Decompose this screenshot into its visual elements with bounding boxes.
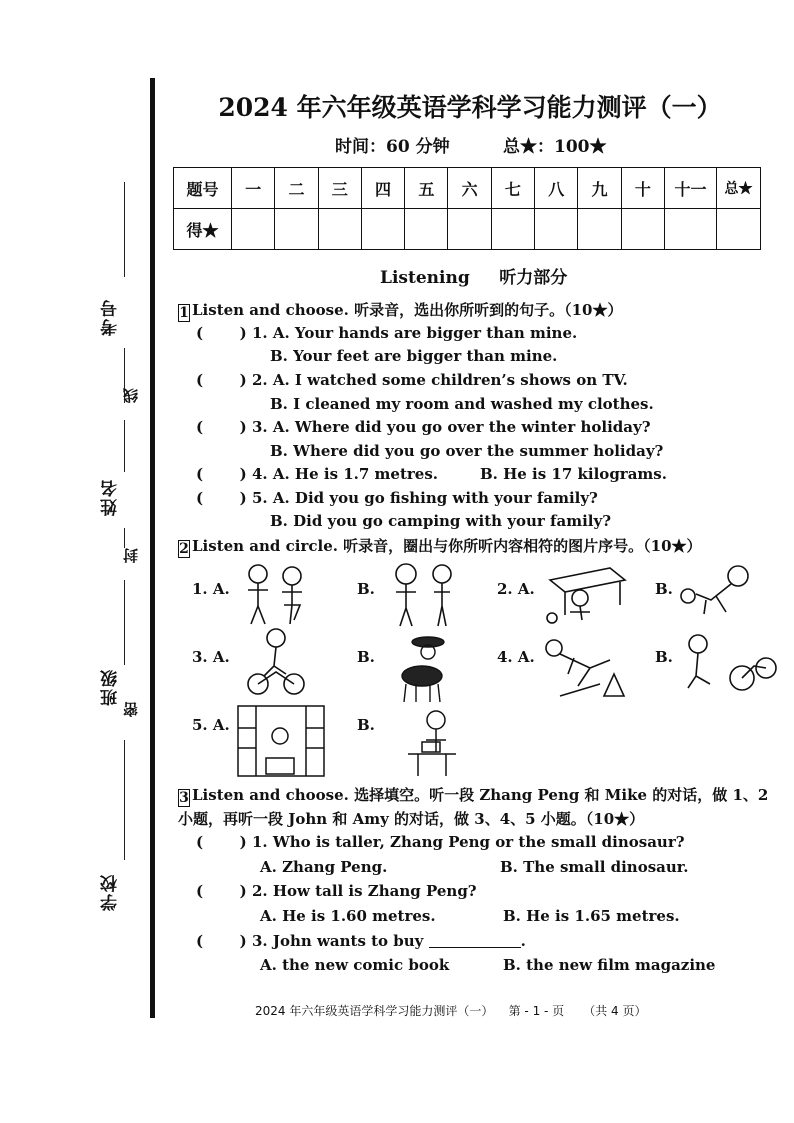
part2-option-label: 1. A. — [192, 580, 230, 598]
score-table-cell: 总★ — [717, 168, 761, 209]
score-input-cell[interactable] — [491, 209, 534, 250]
picture-boy-and-girl — [386, 560, 466, 630]
picture-boy-kicking-ball — [676, 560, 766, 620]
part1-heading-text: Listen and choose. 听录音，选出你所听到的句子。（10★） — [192, 301, 623, 319]
score-table — [173, 167, 761, 250]
part1-line: ( ) 4. A. He is 1.7 metres. — [196, 465, 439, 483]
score-input-cell[interactable] — [232, 209, 275, 250]
part2-option-label: 3. A. — [192, 648, 230, 666]
side-label-school: 学校 — [101, 873, 121, 911]
score-table-row-label: 得★ — [174, 209, 232, 250]
side-label-name: 姓名 — [101, 478, 121, 516]
part2-option-label: B. — [357, 648, 375, 666]
score-table-cell: 三 — [318, 168, 361, 209]
part1-line: B. He is 17 kilograms. — [480, 465, 667, 483]
side-label-seal: 封 — [122, 546, 140, 563]
side-line — [124, 420, 125, 472]
score-table-score-row — [174, 209, 761, 250]
score-table-cell: 题号 — [174, 168, 232, 209]
exam-time: 时间：60 分钟 — [335, 137, 450, 157]
score-table-cell: 四 — [361, 168, 404, 209]
part1-line: ( ) 1. A. Your hands are bigger than mine. — [196, 324, 578, 342]
part1-line: B. Did you go camping with your family? — [270, 512, 611, 530]
picture-cowboy-on-horse — [390, 632, 460, 704]
question-number-box: 1 — [179, 305, 189, 321]
part3-line: B. He is 1.65 metres. — [503, 907, 680, 925]
part3-line: B. the new film magazine — [503, 956, 716, 974]
score-table-cell: 六 — [448, 168, 491, 209]
score-table-cell: 十一 — [665, 168, 717, 209]
score-table-cell: 十 — [621, 168, 664, 209]
picture-boy-falling — [540, 634, 636, 700]
picture-library-shelves — [236, 702, 326, 778]
part2-option-label: 5. A. — [192, 716, 230, 734]
score-table-header-row — [174, 168, 761, 209]
score-table-cell: 七 — [491, 168, 534, 209]
side-line — [124, 580, 125, 665]
side-line — [124, 740, 125, 860]
side-label-secret: 密 — [122, 700, 140, 717]
part2-option-label: B. — [655, 648, 673, 666]
score-input-cell[interactable] — [621, 209, 664, 250]
picture-boy-with-table — [540, 560, 630, 626]
part1-line: ( ) 3. A. Where did you go over the winter holiday? — [196, 418, 651, 436]
part3-heading-line2: 小题，再听一段 John 和 Amy 的对话，做 3、4、5 小题。（10★） — [178, 810, 645, 828]
score-table-cell: 九 — [578, 168, 621, 209]
part3-line — [196, 932, 526, 950]
score-input-cell[interactable] — [665, 209, 717, 250]
score-table-cell: 八 — [535, 168, 578, 209]
part3-line: ( ) 2. How tall is Zhang Peng? — [196, 882, 477, 900]
part3-line: B. The small dinosaur. — [500, 858, 689, 876]
part1-line: ( ) 2. A. I watched some children’s shows on TV. — [196, 371, 628, 389]
score-input-cell[interactable] — [275, 209, 318, 250]
side-label-exam-number: 考号 — [101, 298, 121, 336]
part1-line: ( ) 5. A. Did you go fishing with your family? — [196, 489, 598, 507]
side-label-class: 班级 — [101, 668, 121, 706]
part2-option-label: B. — [357, 716, 375, 734]
exam-total-score: 总★：100★ — [503, 137, 607, 157]
part1-line: B. Where did you go over the summer holiday? — [270, 442, 664, 460]
part3-line: ( ) 1. Who is taller, Zhang Peng or the small dinosaur? — [196, 833, 685, 851]
part1-heading — [178, 299, 622, 322]
picture-two-kids-comparing — [236, 560, 316, 630]
side-line — [124, 528, 125, 548]
score-input-cell[interactable] — [535, 209, 578, 250]
part2-heading — [178, 535, 702, 558]
part3-line: A. Zhang Peng. — [260, 858, 388, 876]
part2-option-label: B. — [655, 580, 673, 598]
side-label-line: 线 — [122, 386, 140, 403]
score-input-cell[interactable] — [448, 209, 491, 250]
picture-girl-reading-at-table — [400, 706, 464, 778]
score-input-cell[interactable] — [405, 209, 448, 250]
part2-option-label: B. — [357, 580, 375, 598]
part1-line: B. Your feet are bigger than mine. — [270, 347, 558, 365]
picture-girl-riding-bike — [246, 626, 306, 698]
page-footer: 2024 年六年级英语学科学习能力测评（一） 第 - 1 - 页 （共 4 页） — [255, 1004, 647, 1018]
section-title: Listening 听力部分 — [380, 268, 568, 288]
score-table-cell: 一 — [232, 168, 275, 209]
score-input-cell[interactable] — [717, 209, 761, 250]
part3-heading-text: Listen and choose. 选择填空。听一段 Zhang Peng 和 Mike 的对话，做 1、2 — [192, 786, 769, 804]
part3-line: A. the new comic book — [260, 956, 450, 974]
answer-blank[interactable] — [429, 933, 521, 948]
score-table-cell: 五 — [405, 168, 448, 209]
part2-option-label: 2. A. — [497, 580, 535, 598]
part3-line-text: ( ) 3. John wants to buy — [196, 932, 424, 950]
score-input-cell[interactable] — [318, 209, 361, 250]
part3-line-period: . — [520, 932, 526, 950]
part2-heading-text: Listen and circle. 听录音，圈出与你所听内容相符的图片序号。（10★） — [192, 537, 702, 555]
score-input-cell[interactable] — [578, 209, 621, 250]
part1-line: B. I cleaned my room and washed my clothes. — [270, 395, 654, 413]
part3-line: A. He is 1.60 metres. — [260, 907, 436, 925]
page-title: 2024 年六年级英语学科学习能力测评（一） — [218, 93, 722, 122]
binding-border — [150, 78, 155, 1018]
score-table-cell: 二 — [275, 168, 318, 209]
question-number-box: 3 — [179, 790, 189, 806]
picture-boy-with-bicycle — [680, 632, 780, 698]
part3-heading — [178, 784, 768, 807]
score-input-cell[interactable] — [361, 209, 404, 250]
part2-option-label: 4. A. — [497, 648, 535, 666]
side-line — [124, 182, 125, 277]
question-number-box: 2 — [179, 541, 189, 557]
